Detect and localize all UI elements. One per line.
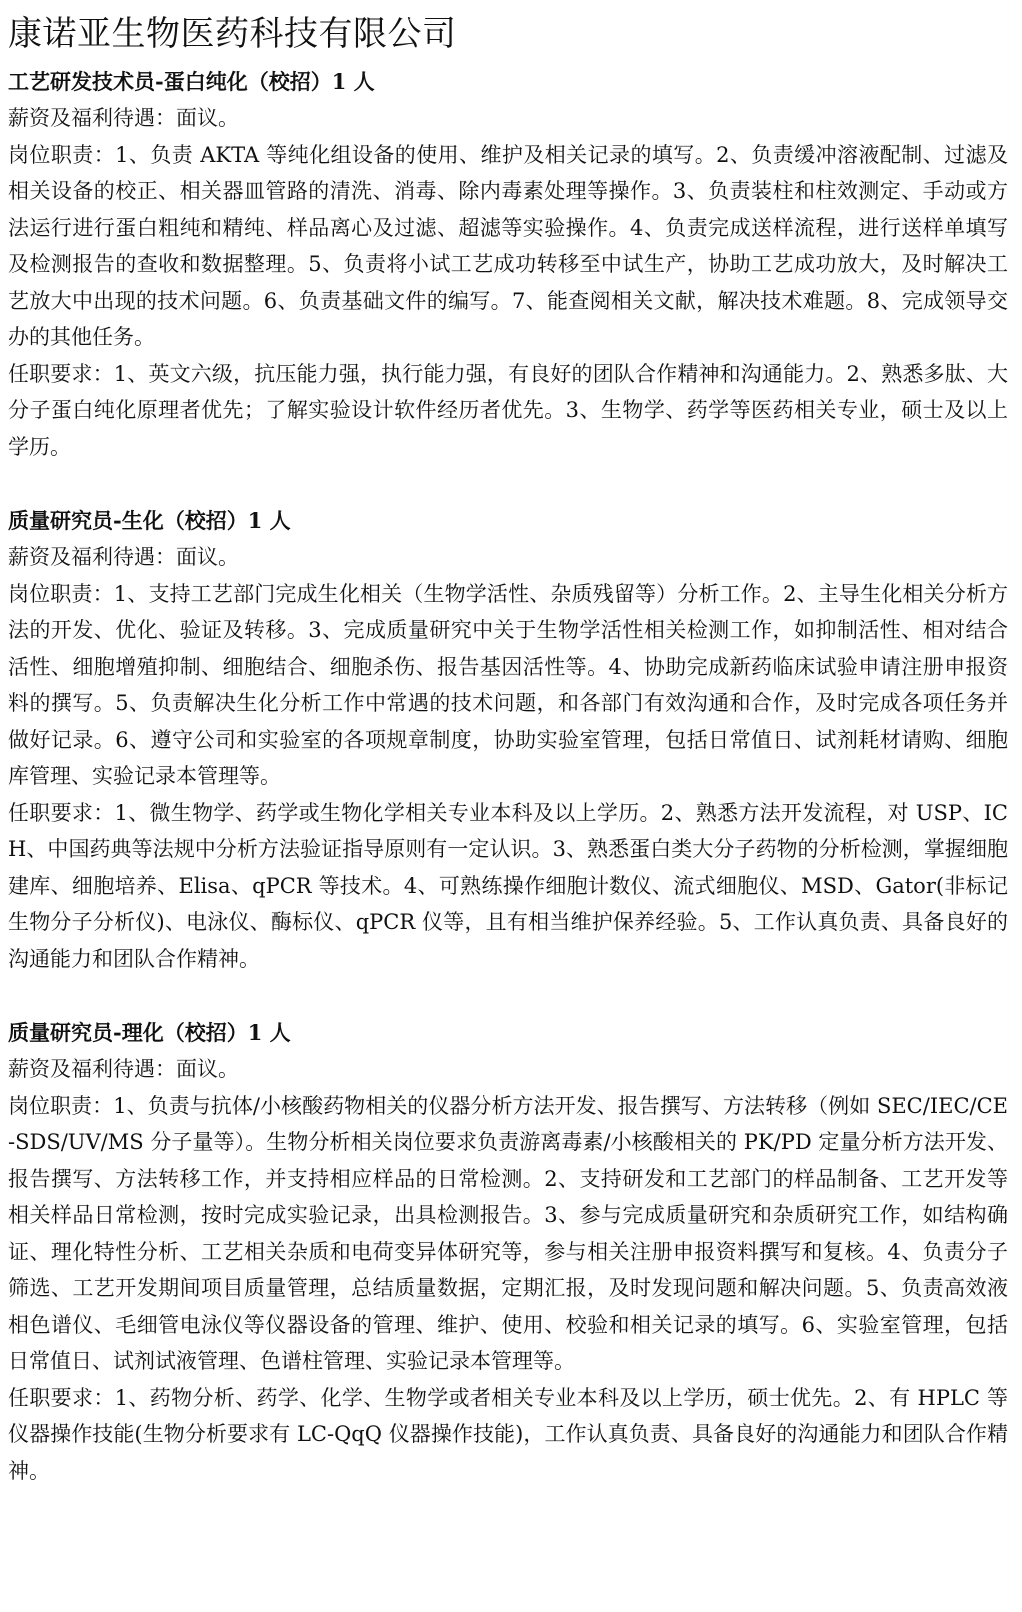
job-duties: 岗位职责：1、负责与抗体/小核酸药物相关的仪器分析方法开发、报告撰写、方法转移（例如 SEC/IEC/CE-SDS/UV/MS 分子量等）。生物分析相关岗位要求负责游离毒素/小核酸相关的 PK/PD 定量分析方法开发、报告撰写、方法转移工作，并支持相应样品的日常检测。2、支持研发和工艺部门的样品制备、工艺开发等相关样品日常检测，按时完成实验记录，出具检测报告。3、参与完成质量研究和杂质研究工作，如结构确证、理化特性分析、工艺相关杂质和电荷变异体研究等，参与相关注册申报资料撰写和复核。4、负责分子筛选、工艺开发期间项目质量管理，总结质量数据，定期汇报，及时发现问题和解决问题。5、负责高效液相色谱仪、毛细管电泳仪等仪器设备的管理、维护、使用、校验和相关记录的填写。6、实验室管理，包括日常值日、试剂试液管理、色谱柱管理、实验记录本管理等。 bbox=[8, 1093, 1008, 1373]
job-salary: 薪资及福利待遇：面议。 bbox=[8, 545, 239, 569]
job-posting-quality-physchem bbox=[8, 1015, 1008, 1489]
job-requirements: 任职要求：1、药物分析、药学、化学、生物学或者相关专业本科及以上学历，硕士优先。2、有 HPLC 等仪器操作技能(生物分析要求有 LC-QqQ 仪器操作技能)，工作认真负责、具备良好的沟通能力和团队合作精神。 bbox=[8, 1385, 1008, 1483]
company-name: 康诺亚生物医药科技有限公司 bbox=[8, 14, 457, 54]
job-duties: 岗位职责：1、负责 AKTA 等纯化组设备的使用、维护及相关记录的填写。2、负责缓冲溶液配制、过滤及相关设备的校正、相关器皿管路的清洗、消毒、除内毒素处理等操作。3、负责装柱和柱效测定、手动或方法运行进行蛋白粗纯和精纯、样品离心及过滤、超滤等实验操作。4、负责完成送样流程，进行送样单填写及检测报告的查收和数据整理。5、负责将小试工艺成功转移至中试生产，协助工艺成功放大，及时解决工艺放大中出现的技术问题。6、负责基础文件的编写。7、能查阅相关文献，解决技术难题。8、完成领导交办的其他任务。 bbox=[8, 142, 1008, 349]
job-title: 工艺研发技术员-蛋白纯化（校招）1 人 bbox=[8, 69, 375, 94]
job-posting-process-purification bbox=[8, 64, 1008, 465]
job-posting-quality-biochem bbox=[8, 503, 1008, 977]
job-title: 质量研究员-生化（校招）1 人 bbox=[8, 508, 291, 533]
job-title: 质量研究员-理化（校招）1 人 bbox=[8, 1020, 291, 1045]
job-salary: 薪资及福利待遇：面议。 bbox=[8, 106, 239, 130]
job-requirements: 任职要求：1、英文六级，抗压能力强，执行能力强，有良好的团队合作精神和沟通能力。2、熟悉多肽、大分子蛋白纯化原理者优先；了解实验设计软件经历者优先。3、生物学、药学等医药相关专业，硕士及以上学历。 bbox=[8, 361, 1008, 459]
job-salary: 薪资及福利待遇：面议。 bbox=[8, 1057, 239, 1081]
job-requirements: 任职要求：1、微生物学、药学或生物化学相关专业本科及以上学历。2、熟悉方法开发流程，对 USP、ICH、中国药典等法规中分析方法验证指导原则有一定认识。3、熟悉蛋白类大分子药物的分析检测，掌握细胞建库、细胞培养、Elisa、qPCR 等技术。4、可熟练操作细胞计数仪、流式细胞仪、MSD、Gator(非标记生物分子分析仪)、电泳仪、酶标仪、qPCR 仪等，且有相当维护保养经验。5、工作认真负责、具备良好的沟通能力和团队合作精神。 bbox=[8, 800, 1008, 971]
job-duties: 岗位职责：1、支持工艺部门完成生化相关（生物学活性、杂质残留等）分析工作。2、主导生化相关分析方法的开发、优化、验证及转移。3、完成质量研究中关于生物学活性相关检测工作，如抑制活性、相对结合活性、细胞增殖抑制、细胞结合、细胞杀伤、报告基因活性等。4、协助完成新药临床试验申请注册申报资料的撰写。5、负责解决生化分析工作中常遇的技术问题，和各部门有效沟通和合作，及时完成各项任务并做好记录。6、遵守公司和实验室的各项规章制度，协助实验室管理，包括日常值日、试剂耗材请购、细胞库管理、实验记录本管理等。 bbox=[8, 581, 1008, 788]
